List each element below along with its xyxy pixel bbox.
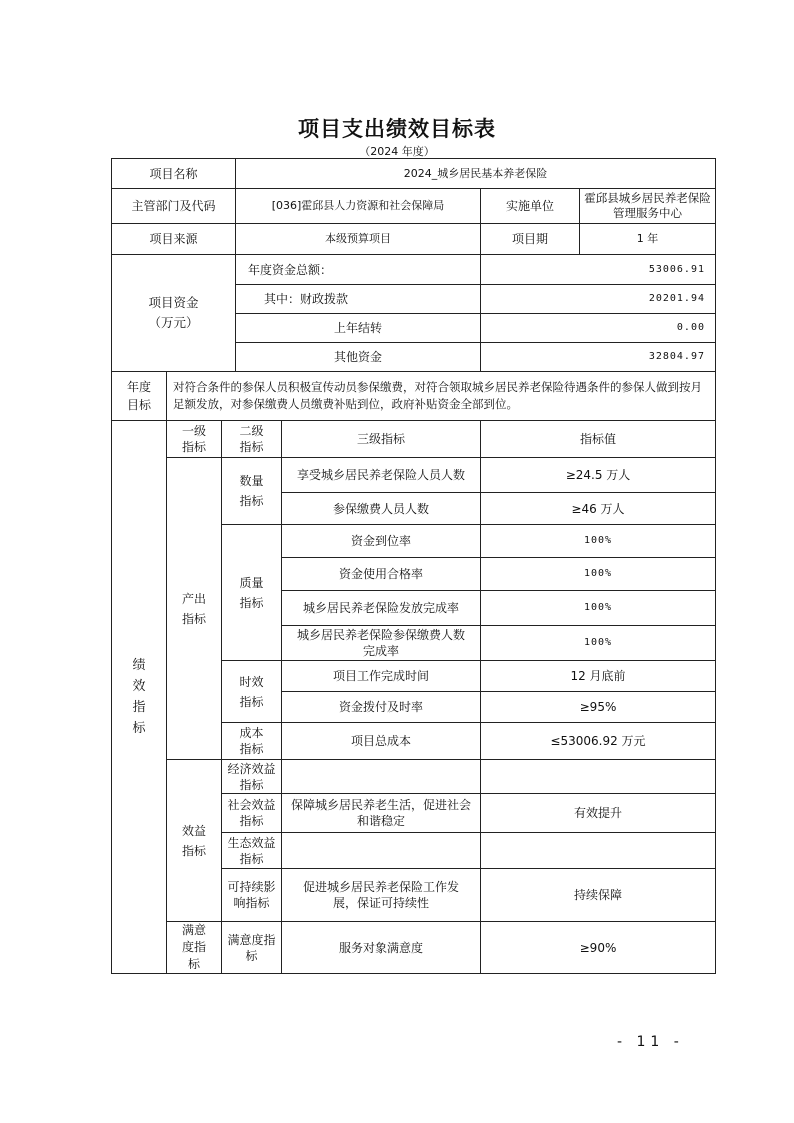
impl-unit-value: 霍邱县城乡居民养老保险管理服务中心 xyxy=(579,188,716,224)
level2-ecological: 生态效益指标 xyxy=(221,832,282,869)
funds-fiscal-label: 其中：财政拨款 xyxy=(235,284,481,314)
funds-other-value: 32804.97 xyxy=(480,342,716,372)
funds-other-label: 其他资金 xyxy=(235,342,481,372)
level2-quantity: 数量指标 xyxy=(221,457,282,525)
header-level2: 二级指标 xyxy=(221,420,282,458)
level2-sustainable: 可持续影响指标 xyxy=(221,868,282,922)
indicator-row-2-name: 参保缴费人员人数 xyxy=(281,492,481,525)
indicator-row-11-name: 保障城乡居民养老生活，促进社会和谐稳定 xyxy=(281,793,481,833)
indicator-row-4-value: 100% xyxy=(480,557,716,591)
indicator-row-14-value: ≥90% xyxy=(480,921,716,974)
goal-text: 对符合条件的参保人员积极宣传动员参保缴费，对符合领取城乡居民养老保险待遇条件的参保人做到按月足额发放，对参保缴费人员缴费补贴到位，政府补贴资金全部到位。 xyxy=(166,371,716,421)
indicator-row-1-value: ≥24.5 万人 xyxy=(480,457,716,493)
level1-benefit: 效益指标 xyxy=(166,759,222,922)
indicator-row-3-value: 100% xyxy=(480,524,716,558)
funds-total-label: 年度资金总额： xyxy=(235,254,481,285)
period-value: 1 年 xyxy=(579,223,716,255)
indicator-row-10-value xyxy=(480,759,716,794)
indicator-row-7-value: 12 月底前 xyxy=(480,660,716,692)
indicator-row-7-name: 项目工作完成时间 xyxy=(281,660,481,692)
funds-total-value: 53006.91 xyxy=(480,254,716,285)
impl-unit-label: 实施单位 xyxy=(480,188,580,224)
level2-timeliness: 时效指标 xyxy=(221,660,282,723)
period-label: 项目期 xyxy=(480,223,580,255)
indicator-row-8-name: 资金拨付及时率 xyxy=(281,691,481,723)
level1-output: 产出指标 xyxy=(166,457,222,760)
indicator-row-9-value: ≤53006.92 万元 xyxy=(480,722,716,760)
document-year: （2024 年度） xyxy=(359,145,435,158)
indicator-row-5-value: 100% xyxy=(480,590,716,626)
funds-carryover-value: 0.00 xyxy=(480,313,716,343)
indicator-row-12-name xyxy=(281,832,481,869)
indicator-row-11-value: 有效提升 xyxy=(480,793,716,833)
project-name-value: 2024_城乡居民基本养老保险 xyxy=(235,158,716,189)
indicator-row-2-value: ≥46 万人 xyxy=(480,492,716,525)
indicator-row-4-name: 资金使用合格率 xyxy=(281,557,481,591)
indicator-row-12-value xyxy=(480,832,716,869)
project-name-label: 项目名称 xyxy=(111,158,236,189)
indicator-row-6-name: 城乡居民养老保险参保缴费人数完成率 xyxy=(281,625,481,661)
funds-carryover-label: 上年结转 xyxy=(235,313,481,343)
indicator-row-5-name: 城乡居民养老保险发放完成率 xyxy=(281,590,481,626)
department-label: 主管部门及代码 xyxy=(111,188,236,224)
funds-fiscal-value: 20201.94 xyxy=(480,284,716,314)
funds-label: 项目资金（万元） xyxy=(111,254,236,372)
level2-satisfaction: 满意度指标 xyxy=(221,921,282,974)
header-level3: 三级指标 xyxy=(281,420,481,458)
indicator-row-13-name: 促进城乡居民养老保险工作发展，保证可持续性 xyxy=(281,868,481,922)
level2-quality: 质量指标 xyxy=(221,524,282,661)
header-level1: 一级指标 xyxy=(166,420,222,458)
indicator-row-13-value: 持续保障 xyxy=(480,868,716,922)
indicator-row-10-name xyxy=(281,759,481,794)
header-value: 指标值 xyxy=(480,420,716,458)
page-number: - 11 - xyxy=(617,1034,684,1050)
source-label: 项目来源 xyxy=(111,223,236,255)
indicator-row-1-name: 享受城乡居民养老保险人员人数 xyxy=(281,457,481,493)
indicator-row-3-name: 资金到位率 xyxy=(281,524,481,558)
indicators-section-label: 绩效指标 xyxy=(111,420,167,974)
level2-economic: 经济效益指标 xyxy=(221,759,282,794)
indicator-row-14-name: 服务对象满意度 xyxy=(281,921,481,974)
indicator-row-6-value: 100% xyxy=(480,625,716,661)
document-title: 项目支出绩效目标表 xyxy=(298,117,496,141)
level2-social: 社会效益指标 xyxy=(221,793,282,833)
level1-satisfaction: 满意度指标 xyxy=(166,921,222,974)
source-value: 本级预算项目 xyxy=(235,223,481,255)
indicator-row-9-name: 项目总成本 xyxy=(281,722,481,760)
goal-label: 年度目标 xyxy=(111,371,167,421)
department-value: [036]霍邱县人力资源和社会保障局 xyxy=(235,188,481,224)
level2-cost: 成本指标 xyxy=(221,722,282,760)
indicator-row-8-value: ≥95% xyxy=(480,691,716,723)
